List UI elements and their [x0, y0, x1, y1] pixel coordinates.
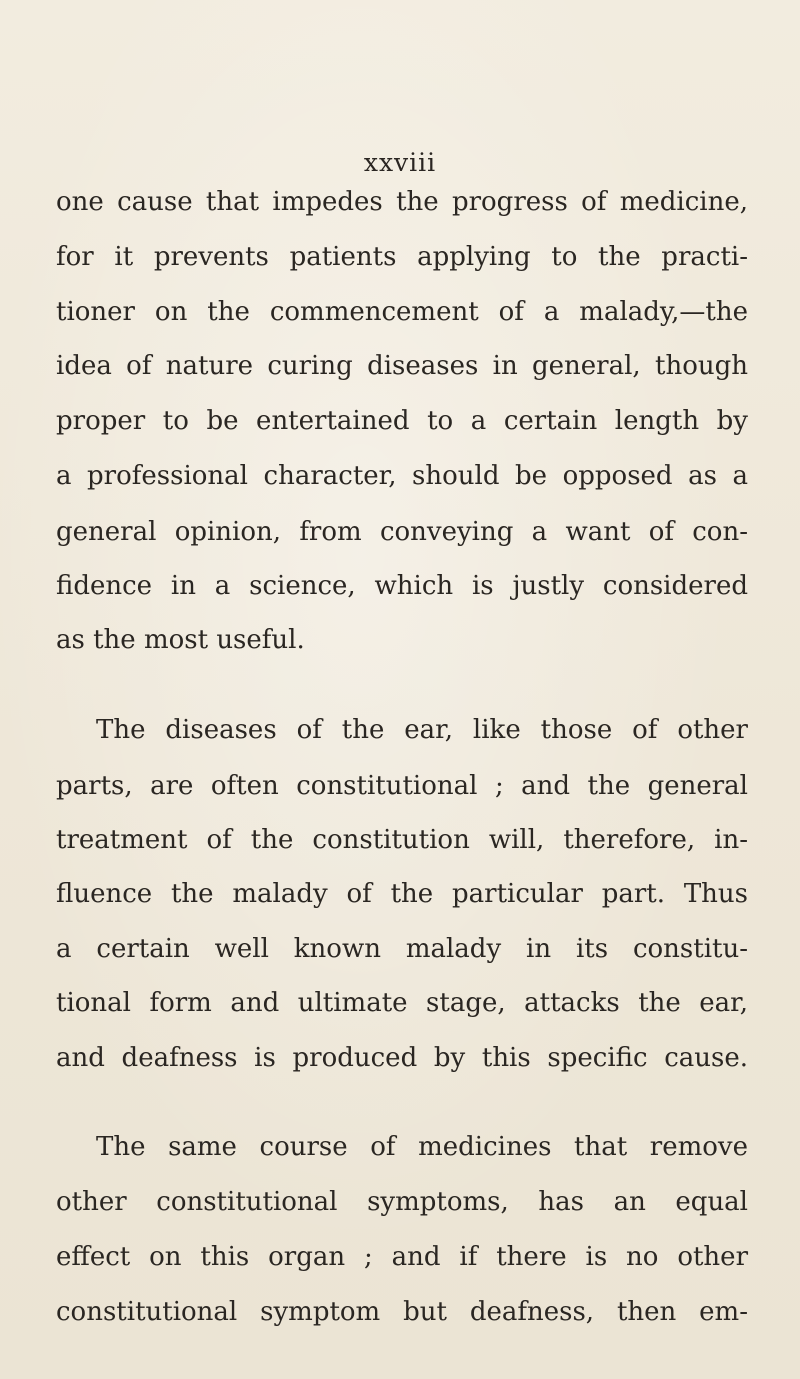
- paragraph-2-line-2: parts, are often constitutional ; and the general: [56, 771, 748, 801]
- paragraph-1-line-5: proper to be entertained to a certain length by: [56, 406, 748, 436]
- paragraph-1-line-8: fidence in a science, which is justly considered: [56, 571, 748, 601]
- paragraph-3-line-4: constitutional symptom but deafness, then em-: [56, 1297, 748, 1327]
- paragraph-3-line-1: The same course of medicines that remove: [96, 1132, 748, 1162]
- paragraph-2-line-6: tional form and ultimate stage, attacks the ear,: [56, 988, 748, 1018]
- paragraph-1-line-7: general opinion, from conveying a want of con-: [56, 517, 748, 547]
- paragraph-1-line-6: a professional character, should be opposed as a: [56, 461, 748, 491]
- paragraph-2-line-3: treatment of the constitution will, therefore, in-: [56, 825, 748, 855]
- paragraph-1-line-4: idea of nature curing diseases in general, though: [56, 351, 748, 381]
- paragraph-2-line-5: a certain well known malady in its constitu-: [56, 934, 748, 964]
- paragraph-2-line-4: fluence the malady of the particular part. Thus: [56, 879, 748, 909]
- paragraph-2-line-1: The diseases of the ear, like those of other: [96, 715, 748, 745]
- paragraph-1-line-9: as the most useful.: [56, 625, 305, 655]
- page-number: xxviii: [363, 148, 437, 177]
- paragraph-1-line-2: for it prevents patients applying to the practi-: [56, 242, 748, 272]
- paragraph-3-line-3: effect on this organ ; and if there is no other: [56, 1242, 748, 1272]
- paragraph-2-line-7: and deafness is produced by this specific cause.: [56, 1043, 748, 1073]
- paragraph-1-line-3: tioner on the commencement of a malady,—the: [56, 297, 748, 327]
- paragraph-3-line-2: other constitutional symptoms, has an equal: [56, 1187, 748, 1217]
- paragraph-1-line-1: one cause that impedes the progress of medicine,: [56, 187, 748, 217]
